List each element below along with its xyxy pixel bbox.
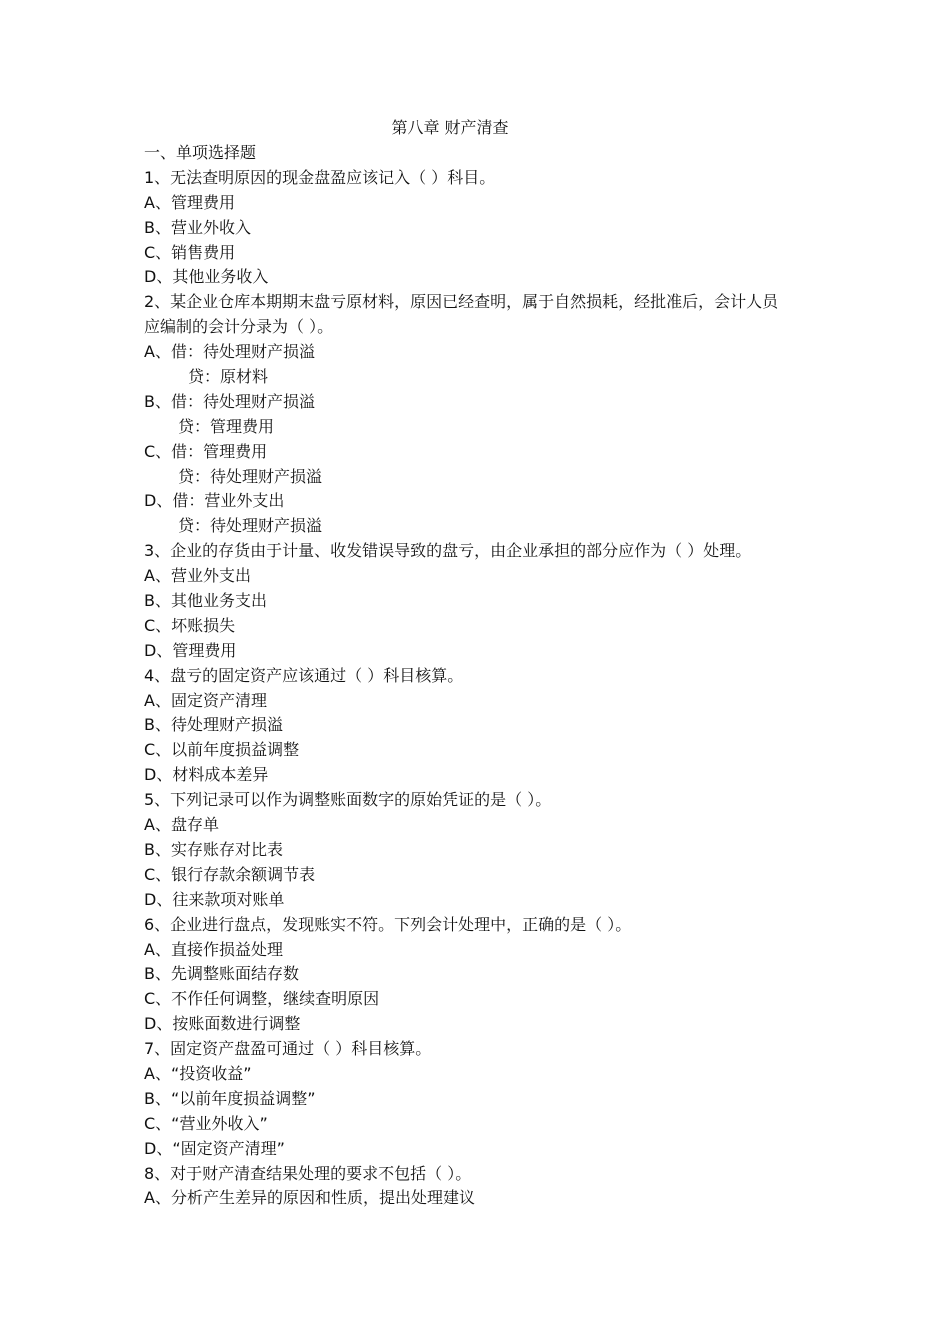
text-line: B、先调整账面结存数 (144, 964, 299, 984)
text-line: A、直接作损益处理 (144, 939, 283, 959)
text-line: A、固定资产清理 (144, 690, 267, 710)
text-line: C、以前年度损益调整 (144, 740, 300, 760)
text-line: 1、无法查明原因的现金盘盈应该记入（ ）科目。 (144, 167, 496, 187)
text-line: C、不作任何调整，继续查明原因 (144, 989, 380, 1009)
text-line: B、其他业务支出 (144, 591, 267, 611)
text-line: B、待处理财产损溢 (144, 715, 283, 735)
document-body (144, 141, 824, 1211)
text-line: A、管理费用 (144, 192, 235, 212)
text-line: A、分析产生差异的原因和性质，提出处理建议 (144, 1188, 475, 1208)
text-line: 贷：管理费用 (178, 416, 275, 436)
text-line: C、银行存款余额调节表 (144, 864, 316, 884)
text-line: B、“以前年度损益调整” (144, 1088, 316, 1108)
text-line: D、往来款项对账单 (144, 889, 285, 909)
text-line: 贷：原材料 (188, 367, 269, 387)
text-line: B、实存账存对比表 (144, 839, 283, 859)
text-line: 6、企业进行盘点，发现账实不符。下列会计处理中，正确的是（ ）。 (144, 914, 632, 934)
text-line: C、销售费用 (144, 242, 236, 262)
text-line: 贷：待处理财产损溢 (178, 466, 323, 486)
text-line: A、“投资收益” (144, 1063, 252, 1083)
text-line: B、营业外收入 (144, 217, 251, 237)
question-list (144, 166, 824, 1211)
text-line: D、管理费用 (144, 640, 237, 660)
text-line: C、“营业外收入” (144, 1113, 268, 1133)
chapter-title: 第八章 财产清查 (391, 118, 509, 137)
text-line: A、盘存单 (144, 815, 219, 835)
text-line: A、营业外支出 (144, 566, 251, 586)
text-line: 应编制的会计分录为（ ）。 (144, 317, 334, 337)
text-line: 5、下列记录可以作为调整账面数字的原始凭证的是（ ）。 (144, 790, 552, 810)
section-heading: 一、单项选择题 (144, 143, 257, 162)
text-line: 贷：待处理财产损溢 (178, 516, 323, 536)
text-line: C、借：管理费用 (144, 441, 268, 461)
text-line: 2、某企业仓库本期期末盘亏原材料，原因已经查明，属于自然损耗，经批准后，会计人员 (144, 292, 779, 312)
text-line: 3、企业的存货由于计量、收发错误导致的盘亏，由企业承担的部分应作为（ ）处理。 (144, 541, 752, 561)
text-line: B、借：待处理财产损溢 (144, 391, 315, 411)
text-line: D、其他业务收入 (144, 267, 269, 287)
text-line: D、“固定资产清理” (144, 1138, 285, 1158)
text-line: 7、固定资产盘盈可通过（ ）科目核算。 (144, 1039, 432, 1059)
text-line: D、材料成本差异 (144, 765, 269, 785)
text-line: D、按账面数进行调整 (144, 1014, 301, 1034)
text-line: D、借：营业外支出 (144, 491, 285, 511)
text-line: C、坏账损失 (144, 615, 236, 635)
text-line: A、借：待处理财产损溢 (144, 342, 315, 362)
text-line: 4、盘亏的固定资产应该通过（ ）科目核算。 (144, 665, 464, 685)
text-line: 8、对于财产清查结果处理的要求不包括（ ）。 (144, 1163, 472, 1183)
